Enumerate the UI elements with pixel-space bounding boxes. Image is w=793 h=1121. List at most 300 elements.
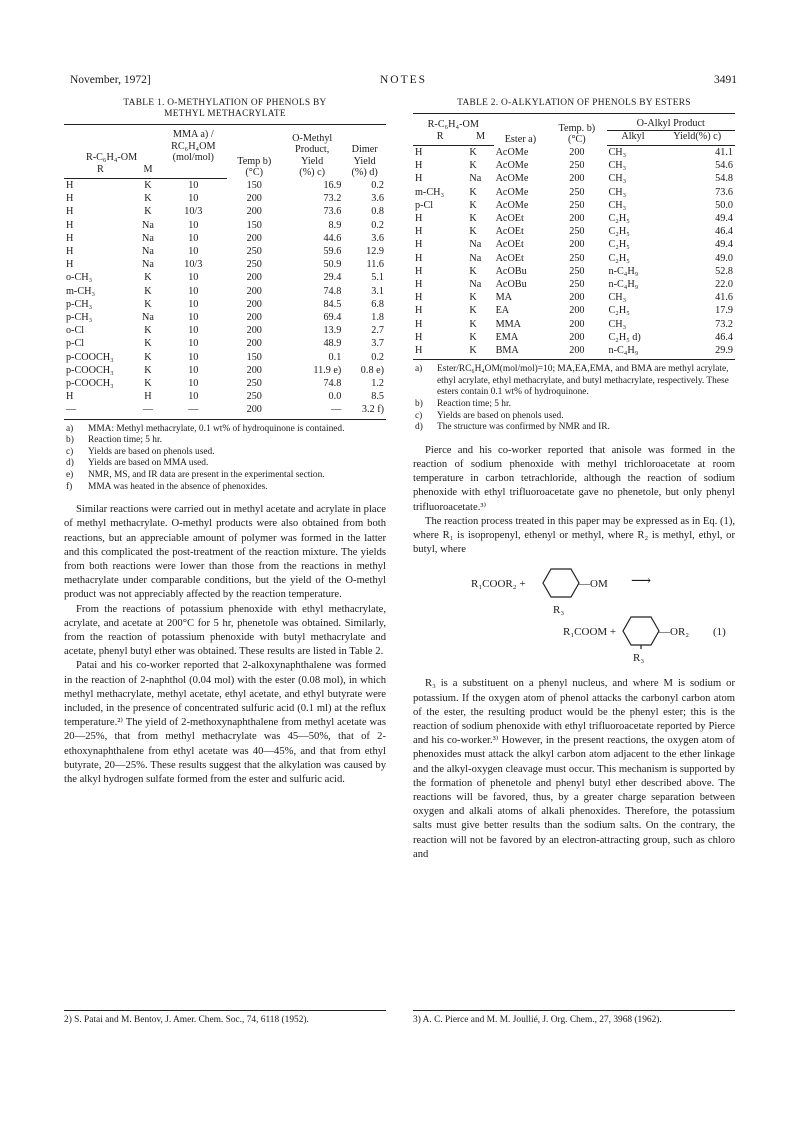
table-cell: 0.8 [371, 206, 384, 218]
footnote-right: 3) A. C. Pierce and M. M. Joullié, J. Org. Chem., 27, 3968 (1962). [413, 1015, 662, 1025]
table-cell: 2.7 [371, 325, 384, 337]
table-cell: 17.9 [715, 305, 733, 317]
table-cell: 250 [569, 265, 585, 277]
table-cell: 200 [246, 325, 262, 337]
table1-header-mma: MMA a) / RC₆H₄OM (mol/mol) [159, 125, 227, 164]
table-row [64, 364, 386, 377]
table-cell: 46.4 [715, 331, 733, 343]
table-cell: 200 [569, 213, 585, 225]
table-cell: 49.0 [715, 252, 733, 264]
table-cell: 200 [246, 193, 262, 205]
eq-om: —OM [579, 578, 608, 591]
table2-header-r: R [413, 130, 467, 146]
table-cell: n-C₄H₉ [607, 344, 660, 360]
table-cell: AcOMe [495, 146, 529, 158]
table-cell: 250 [569, 252, 585, 264]
right-body-text-top [413, 444, 735, 558]
table-cell: 50.0 [715, 199, 733, 211]
table-cell: H [144, 391, 152, 403]
table-row [64, 324, 386, 337]
table-cell: CH₃ [608, 292, 627, 304]
table-cell: K [469, 160, 477, 172]
table-cell: Na [142, 232, 154, 244]
table-cell: H [66, 180, 74, 191]
table-cell: 0.2 [371, 219, 384, 231]
table-cell: CH₃ [608, 199, 627, 211]
table-row [64, 377, 386, 390]
table-cell: o-CH₃ [66, 272, 93, 284]
table-cell: 150 [246, 179, 262, 191]
table-cell: H [66, 259, 74, 271]
table-cell: 0.2 [371, 351, 384, 363]
table-cell: H [66, 391, 74, 403]
table-cell: 29.9 [659, 344, 735, 360]
table-cell: H [415, 160, 423, 172]
table-cell: H [415, 331, 423, 343]
table-cell: 250 [246, 259, 262, 271]
eq-product: R₁COOM + [563, 626, 617, 639]
table-cell: 0.1 [328, 351, 342, 363]
table-row [64, 271, 386, 284]
table-cell: 200 [569, 318, 585, 330]
table-cell: EMA [495, 331, 519, 343]
table-cell: 10 [188, 298, 199, 310]
table-row [413, 344, 735, 360]
table-row [64, 205, 386, 218]
table-cell: K [469, 147, 477, 158]
table-cell: 10 [188, 180, 199, 191]
table-cell: 41.1 [715, 147, 733, 158]
table-cell: 59.6 [323, 246, 342, 258]
footnote-left: 2) S. Patai and M. Bentov, J. Amer. Chem. Soc., 74, 6118 (1952). [64, 1015, 309, 1025]
table-cell: 73.2 [715, 318, 733, 330]
table-cell: 150 [246, 219, 262, 231]
table2-notes [413, 364, 735, 434]
table-cell: Na [469, 252, 482, 264]
table-cell: 49.4 [715, 239, 733, 251]
table-cell: C₂H₅ [608, 252, 630, 264]
eq-reactant: R₁COOR₂ + [471, 578, 526, 591]
table-cell: 54.8 [715, 173, 733, 185]
table-row [413, 212, 735, 225]
table-cell: 10 [188, 364, 199, 376]
table-row [413, 146, 735, 160]
eq-arrow: ⟶ [631, 574, 652, 590]
eq-or2: —OR₂ [659, 626, 690, 639]
table-cell: CH₃ [608, 186, 627, 198]
table-cell: 10 [188, 219, 199, 231]
table-row [413, 278, 735, 291]
table-cell: MA [495, 292, 512, 304]
table-row [64, 258, 386, 271]
table-cell: CH₃ [608, 147, 627, 158]
table-cell: K [144, 285, 152, 297]
table1-caption: TABLE 1. O-METHYLATION OF PHENOLS BY METHYL METHACRYLATE [123, 98, 327, 119]
table-cell: 150 [246, 351, 262, 363]
table1 [64, 124, 386, 420]
table-cell: n-C₄H₉ [608, 279, 639, 291]
table-cell: H [415, 292, 423, 304]
table-cell: 200 [569, 146, 585, 158]
table-cell: p-COOCH₃ [66, 364, 114, 376]
table-cell: 10 [188, 351, 199, 363]
table-cell: AcOMe [495, 199, 529, 211]
table-row [64, 390, 386, 403]
table-cell: 6.8 [371, 298, 384, 310]
table-cell: AcOMe [495, 160, 529, 172]
table-row [64, 403, 386, 419]
table-footnote: a) MMA: Methyl methacrylate, 0.1 wt% of hydroquinone is contained. [66, 423, 345, 434]
table-cell: 16.9 [323, 179, 342, 191]
table-cell: 84.5 [323, 298, 342, 310]
table-cell: 52.8 [715, 265, 733, 277]
table-cell: 41.6 [715, 292, 733, 304]
table2-header-ester: Ester a) [494, 114, 548, 146]
table-footnote: d) Yields are based on MMA used. [66, 458, 209, 469]
table-cell: Na [142, 259, 154, 271]
table-row [64, 245, 386, 258]
eq-number: (1) [713, 626, 726, 639]
table-cell: 10/3 [184, 259, 203, 271]
table-row [413, 225, 735, 238]
table-cell: n-C₄H₉ [608, 265, 639, 277]
table-row [413, 172, 735, 185]
table-cell: H [415, 173, 423, 185]
table-cell: 69.4 [323, 312, 342, 324]
table-cell: H [66, 206, 74, 218]
table-cell: CH₃ [608, 173, 627, 185]
table-row [64, 179, 386, 193]
paragraph: Patai and his co-worker reported that 2-alkoxynaphthalene was formed in the reaction of 2-naphthol (0.04 mol) with the ester (0.08 mol), in which methyl methacrylate, methyl acetate, ethyl acetate, and ethyl butyrate were included, in the presence of concentrated sulfuric acid (0.1 ml) at the reflux temperature.²⁾ The yield of 2-methoxynaphthalene from methyl acetate was 20—25%, that from methyl methacrylate was 45—50%, that of 2-ethoxynaphthalene from ethyl acetate was 40—45%, and that from ethyl butyrate, 20—25%. These results suggest that the alkylation was caused by the alkyl hydrogen sulfate formed from the ester and sulfuric acid. [64, 660, 386, 786]
table-cell: p-CH₃ [66, 312, 93, 324]
table-cell: 0.8 e) [360, 364, 384, 376]
table-cell: 1.8 [371, 312, 384, 324]
table-cell: m-CH₃ [415, 186, 445, 198]
table2-header-alkyl: Alkyl [607, 130, 660, 146]
table-row [413, 238, 735, 251]
table-cell: 200 [227, 403, 281, 419]
table2-header-temp: Temp. b) (°C) [547, 114, 606, 146]
table-row [64, 311, 386, 324]
table-cell: H [415, 252, 423, 264]
table-cell: 10 [188, 246, 199, 258]
table-cell: 250 [246, 391, 262, 403]
benzene-ring-icon [621, 613, 661, 649]
table-cell: — [64, 403, 137, 419]
table-cell: MMA [495, 318, 522, 330]
table-row [64, 219, 386, 232]
table-cell: 200 [246, 312, 262, 324]
table-cell: 48.9 [323, 338, 342, 350]
table-cell: Na [469, 279, 482, 291]
table-cell: 3.2 f) [343, 403, 386, 419]
table-cell: K [144, 364, 152, 376]
table-cell: 73.6 [715, 186, 733, 198]
table2-header-yield: Yield(%) c) [659, 130, 735, 146]
table-cell: AcOEt [495, 239, 524, 251]
right-body-text-bottom [413, 677, 735, 862]
table1-header-m: M [137, 164, 159, 179]
table-cell: K [469, 199, 477, 211]
table-cell: 8.5 [371, 391, 384, 403]
table-cell: 200 [246, 232, 262, 244]
table-cell: 10 [188, 193, 199, 205]
table1-header-rgroup: R-C₆H₄-OM [64, 125, 159, 164]
table-cell: 12.9 [366, 246, 384, 258]
table2-caption: TABLE 2. O-ALKYLATION OF PHENOLS BY ESTERS [457, 98, 691, 108]
table1-header-dimer: Dimer Yield (%) d) [343, 125, 386, 179]
table-cell: 11.6 [366, 259, 384, 271]
table-cell: K [144, 193, 152, 205]
table-cell: 200 [569, 239, 585, 251]
table-cell: p-COOCH₃ [66, 378, 114, 390]
table-cell: CH₃ [608, 318, 627, 330]
table-cell: C₂H₅ [608, 305, 630, 317]
table-row [413, 318, 735, 331]
table-cell: AcOEt [495, 226, 524, 238]
table-cell: 46.4 [715, 226, 733, 238]
table-cell: 3.1 [371, 285, 384, 297]
header-section: NOTES [379, 74, 428, 86]
left-column [64, 98, 386, 787]
table-cell: H [415, 318, 423, 330]
table-cell: K [469, 292, 477, 304]
equation-1 [413, 563, 735, 671]
table-cell: Na [469, 173, 482, 185]
paragraph: Pierce and his co-worker reported that anisole was formed in the reaction of sodium phenoxide with methyl trichloroacetate at room temperature in carbon tetrachloride, although the reaction of sodium phenoxide with ethyl trifluoroacetate gave no phenetole, but only phenyl trifluoroacetate.³⁾ [413, 444, 735, 513]
table-cell: H [415, 265, 423, 277]
table-cell: AcOBu [495, 279, 527, 291]
paragraph: From the reactions of potassium phenoxide with ethyl methacrylate, acrylate, and acetate at 200°C for 5 hr, phenetole was obtained. Similarly, from the reaction of potassium phenoxide with butyl methacrylate and acetate, phenyl butyl ether was obtained. These results are listed in Table 2. [64, 603, 386, 658]
table-cell: H [415, 239, 423, 251]
table-cell: K [144, 325, 152, 337]
table-cell: 200 [246, 272, 262, 284]
table-cell: 200 [569, 331, 585, 343]
table-footnote: c) Yields are based on phenols used. [66, 446, 215, 457]
table-cell: — [159, 403, 227, 419]
table-row [413, 186, 735, 199]
table-cell: H [415, 213, 423, 225]
table-cell: — [137, 403, 159, 419]
table2-header-m: M [467, 130, 493, 146]
table-cell: Na [469, 239, 482, 251]
table-cell: C₂H₅ [608, 226, 630, 238]
table1-header-r: R [64, 164, 137, 179]
table-cell: K [144, 272, 152, 284]
table-cell: 250 [569, 186, 585, 198]
table-cell: K [467, 344, 493, 360]
table1-header-temp: Temp b) (°C) [227, 125, 281, 179]
table-row [413, 252, 735, 265]
table-cell: K [469, 186, 477, 198]
table2-header-rgroup: R-C₆H₄-OM [413, 114, 494, 131]
table-cell: 0.2 [371, 179, 384, 191]
right-column [413, 98, 735, 862]
table-cell: Na [142, 219, 154, 231]
table-cell: BMA [494, 344, 548, 360]
paragraph: Similar reactions were carried out in methyl acetate and acrylate in place of methyl methacrylate. O-methyl products were also obtained from both reactions, but an appreciable amount of polymer was formed in the latter and this complicated the post-treatment of the reaction mixture. The yields from both reactions were lower than those from the reactions in methyl methacrylate under comparable conditions, but the yield of the O-methyl product was not appreciably affected by the reaction temperature. [64, 504, 386, 601]
table2-body [413, 146, 735, 360]
table-cell: 29.4 [323, 272, 342, 284]
table-cell: K [144, 298, 152, 310]
table-cell: 54.6 [715, 160, 733, 172]
table-cell: 10 [188, 232, 199, 244]
table-cell: 200 [246, 298, 262, 310]
table-cell: m-CH₃ [66, 285, 96, 297]
footnote-rule-left [64, 1010, 386, 1011]
table-cell: AcOEt [495, 213, 524, 225]
table-cell: CH₃ [608, 160, 627, 172]
benzene-ring-icon [541, 565, 581, 601]
table-cell: H [66, 193, 74, 205]
table-cell: 200 [569, 292, 585, 304]
table-cell: K [144, 338, 152, 350]
table-cell: 10 [188, 312, 199, 324]
table-cell: 200 [569, 305, 585, 317]
eq-r3-left: R₃ [553, 604, 565, 617]
table-cell: 8.9 [328, 219, 342, 231]
eq-r3-right: R₃ [633, 652, 645, 665]
table-row [64, 192, 386, 205]
table-cell: K [144, 206, 152, 218]
table-footnote: d) The structure was confirmed by NMR and IR. [415, 422, 610, 433]
table1-header-product: O-Methyl Product, Yield (%) c) [281, 125, 343, 179]
table-cell: 49.4 [715, 213, 733, 225]
table-cell: C₂H₅ [608, 239, 630, 251]
table-cell: 1.2 [371, 378, 384, 390]
table-cell: 74.8 [323, 285, 342, 297]
table-cell: Na [142, 312, 154, 324]
table-cell: AcOMe [495, 173, 529, 185]
table-cell: H [415, 226, 423, 238]
table-cell: p-COOCH₃ [66, 351, 114, 363]
table-cell: 3.6 [371, 193, 384, 205]
table-cell: C₂H₅ d) [608, 331, 641, 343]
table-cell: p-CH₃ [66, 298, 93, 310]
table-cell: 250 [246, 246, 262, 258]
table-footnote: a) Ester/RC₆H₄OM(mol/mol)=10; MA,EA,EMA, and BMA are methyl acrylate, ethyl acrylate, ethyl methacrylate, and butyl methacrylate, respectively. These esters contain 0.1 wt% of hydroquinone. [415, 364, 729, 398]
table-cell: 3.7 [371, 338, 384, 350]
table-row [64, 285, 386, 298]
table-row [413, 199, 735, 212]
table-cell: K [144, 378, 152, 390]
table-cell: 250 [569, 226, 585, 238]
table-cell: 11.9 e) [313, 364, 342, 376]
table-footnote: c) Yields are based on phenols used. [415, 410, 564, 421]
table-cell: K [144, 351, 152, 363]
table-cell: Na [142, 246, 154, 258]
table-cell: K [469, 213, 477, 225]
table-row [64, 298, 386, 311]
table-cell: 10 [188, 285, 199, 297]
table1-body [64, 179, 386, 420]
table-cell: 250 [569, 199, 585, 211]
table-footnote: e) NMR, MS, and IR data are present in the experimental section. [66, 470, 325, 481]
paragraph: The reaction process treated in this paper may be expressed as in Eq. (1), where R₁ is isopropenyl, ethenyl or methyl, where R₂ is methyl, ethyl, or butyl, where [413, 515, 735, 556]
table-cell: AcOEt [495, 252, 524, 264]
table-row [413, 331, 735, 344]
footnote-rule-right [413, 1010, 735, 1011]
table2 [413, 113, 735, 360]
table-cell: 200 [246, 285, 262, 297]
table-cell: K [469, 265, 477, 277]
table-row [413, 159, 735, 172]
table-cell: 250 [569, 160, 585, 172]
table-cell: 10 [188, 391, 199, 403]
table-cell: 44.6 [323, 232, 342, 244]
table-cell: 5.1 [371, 272, 384, 284]
table-cell: 10 [188, 325, 199, 337]
table-cell: 250 [569, 279, 585, 291]
table-cell: 200 [246, 338, 262, 350]
table-cell: H [415, 147, 423, 158]
table-cell: K [469, 318, 477, 330]
table-cell: 200 [547, 344, 606, 360]
table-cell: 200 [246, 206, 262, 218]
table-cell: EA [495, 305, 510, 317]
table-cell: 10/3 [184, 206, 203, 218]
table-cell: 13.9 [323, 325, 342, 337]
table-row [413, 291, 735, 304]
table-cell: 10 [188, 272, 199, 284]
table-cell: H [415, 279, 423, 291]
table-cell: H [66, 219, 74, 231]
table-cell: H [66, 246, 74, 258]
running-header [70, 74, 737, 90]
table-row [413, 304, 735, 317]
table1-notes [64, 424, 386, 494]
table-cell: 3.6 [371, 232, 384, 244]
page-number: 3491 [714, 74, 737, 86]
left-body-text [64, 503, 386, 787]
paragraph: R₃ is a substituent on a phenyl nucleus, and where M is sodium or potassium. If the oxygen atom of phenol attacks the carbonyl carbon atom of the ester, the resulting product would be the phenyl ester; this is the reaction of sodium phenoxide with ethyl trifluoroacetate reported by Pierce and his co-worker.³⁾ However, in the present reactions, the oxygen atom of phenoxides must attack the alkyl carbon atom adjacent to the ether linkage and the alkyl-oxygen cleavage must occur. This mechanism is supported by the formation of phenetole and phenyl butyl ether described above. The reactions will be favored, thus, by a greater charge separation between oxygen and alkali atoms of alkali phenoxides. Therefore, the potassium salts must give better results than the sodium salts. On the contrary, the reaction will not be favored by an electron-attracting group, such as chloro and [413, 678, 735, 860]
table-cell: AcOMe [495, 186, 529, 198]
table-cell: K [144, 180, 152, 191]
table-cell: 74.8 [323, 378, 342, 390]
table-footnote: b) Reaction time; 5 hr. [66, 435, 162, 446]
table-cell: AcOBu [495, 265, 527, 277]
table-cell: 200 [246, 364, 262, 376]
table-cell: o-Cl [66, 325, 85, 337]
table-cell: 22.0 [715, 279, 733, 291]
table-cell: C₂H₅ [608, 213, 630, 225]
header-date: November, 1972] [70, 74, 151, 86]
table-row [413, 265, 735, 278]
table-cell: K [469, 305, 477, 317]
table-cell: 200 [569, 173, 585, 185]
table-footnote: b) Reaction time; 5 hr. [415, 399, 511, 410]
table-cell: p-Cl [66, 338, 85, 350]
table-cell: 10 [188, 338, 199, 350]
table-cell: 10 [188, 378, 199, 390]
table-cell: K [469, 331, 477, 343]
table-row [64, 232, 386, 245]
table-footnote: f) MMA was heated in the absence of phenoxides. [66, 481, 268, 492]
table-cell: — [281, 403, 343, 419]
table-cell: 250 [246, 378, 262, 390]
table-cell: K [469, 226, 477, 238]
table-row [64, 351, 386, 364]
table-cell: H [66, 232, 74, 244]
table-cell: H [413, 344, 467, 360]
table-cell: 0.0 [328, 391, 342, 403]
table-cell: H [415, 305, 423, 317]
table2-header-product: O-Alkyl Product [607, 114, 736, 131]
table-row [64, 337, 386, 350]
table-cell: 73.6 [323, 206, 342, 218]
table-cell: p-Cl [415, 199, 434, 211]
table-cell: 50.9 [323, 259, 342, 271]
